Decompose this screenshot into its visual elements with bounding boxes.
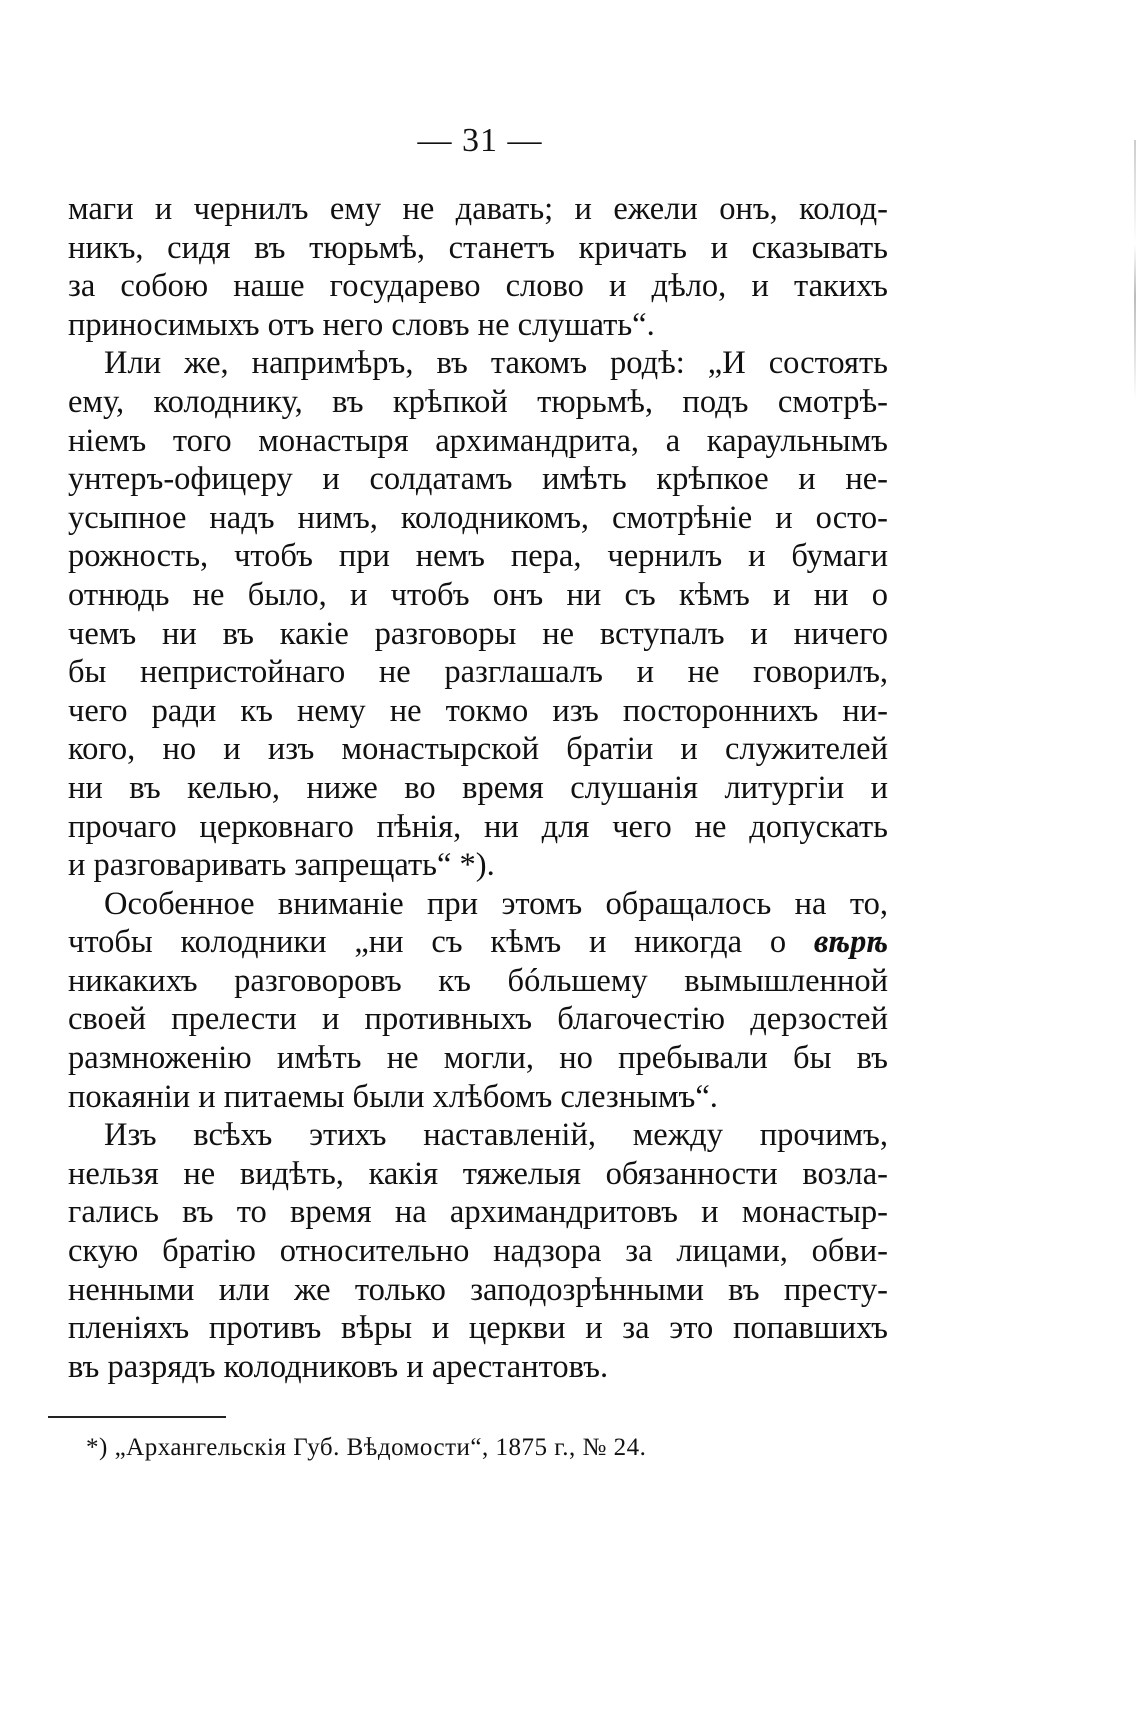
text-line: маги и чернилъ ему не давать; и ежели онъ, колод- [68,191,888,227]
text-line: покаяніи и питаемы были хлѣбомъ слезнымъ“. [68,1078,718,1115]
paragraph-1 [68,190,888,344]
text-line: кого, но и изъ монастырской братіи и служителей [68,731,888,768]
text-line: гались въ то время на архимандритовъ и монастыр- [68,1194,888,1231]
text-line: никъ, сидя въ тюрьмѣ, станетъ кричать и сказывать [68,229,888,266]
text-line: чего ради къ нему не токмо изъ постороннихъ ни- [68,692,888,729]
italic-word: вѣрѣ [813,924,888,961]
text-line: отнюдь не было, и чтобъ онъ ни съ кѣмъ и ни о [68,576,888,613]
text-line: прочаго церковнаго пѣнія, ни для чего не допускать [68,808,888,845]
text-line: ему, колоднику, въ крѣпкой тюрьмѣ, подъ смотрѣ- [68,383,888,420]
text-line: унтеръ-офицеру и солдатамъ имѣть крѣпкое и не- [68,461,888,498]
paragraph-3 [68,885,888,1117]
text-line: нельзя не видѣть, какія тяжелыя обязанности возла- [68,1155,888,1192]
footnote-divider [48,1416,226,1418]
text-line: размноженію имѣть не могли, но пребывали бы въ [68,1040,888,1077]
text-line: за собою наше государево слово и дѣло, и такихъ [68,268,888,305]
text-line: ненными или же только заподозрѣнными въ престу- [68,1271,888,1308]
paragraph-4 [68,1116,888,1386]
text-line: скую братію относительно надзора за лицами, обви- [68,1233,888,1270]
text-line: чемъ ни въ какіе разговоры не вступалъ и ничего [68,615,888,652]
text-line: бы непристойнаго не разглашалъ и не говорилъ, [68,654,888,691]
text-line: пленіяхъ противъ вѣры и церкви и за это попавшихъ [68,1310,888,1347]
text-line: ни въ келью, ниже во время слушанія литургіи и [68,769,888,806]
text-line: рожность, чтобъ при немъ пера, чернилъ и бумаги [68,538,888,575]
text-line: и разговаривать запрещать“ *). [68,847,495,884]
text-line: ніемъ того монастыря архимандрита, а караульнымъ [68,422,888,459]
text-line: Или же, напримѣръ, въ такомъ родѣ: „И состоять [104,345,888,382]
text-line: усыпное надъ нимъ, колодникомъ, смотрѣніе и осто- [68,499,888,536]
body-text [68,190,888,1386]
text-line: приносимыхъ отъ него словъ не слушать“. [68,306,655,343]
paragraph-2 [68,344,888,884]
text-line: Особенное вниманіе при этомъ обращалось на то, [104,885,888,922]
text-line: въ разрядъ колодниковъ и арестантовъ. [68,1348,609,1385]
page-number: — 31 — [417,122,543,159]
footnote: *) „Архангельскія Губ. Вѣдомости“, 1875 г., № 24. [86,1434,647,1461]
text-line: никакихъ разговоровъ къ бóльшему вымышленной [68,962,888,999]
text-line: своей прелести и противныхъ благочестію дерзостей [68,1001,888,1038]
text-line-prefix: чтобы колодники „ни съ кѣмъ и никогда о [68,924,814,961]
text-line-with-italic [68,923,888,962]
text-line: Изъ всѣхъ этихъ наставленій, между прочимъ, [104,1117,888,1154]
page-edge-shadow [1134,140,1136,400]
